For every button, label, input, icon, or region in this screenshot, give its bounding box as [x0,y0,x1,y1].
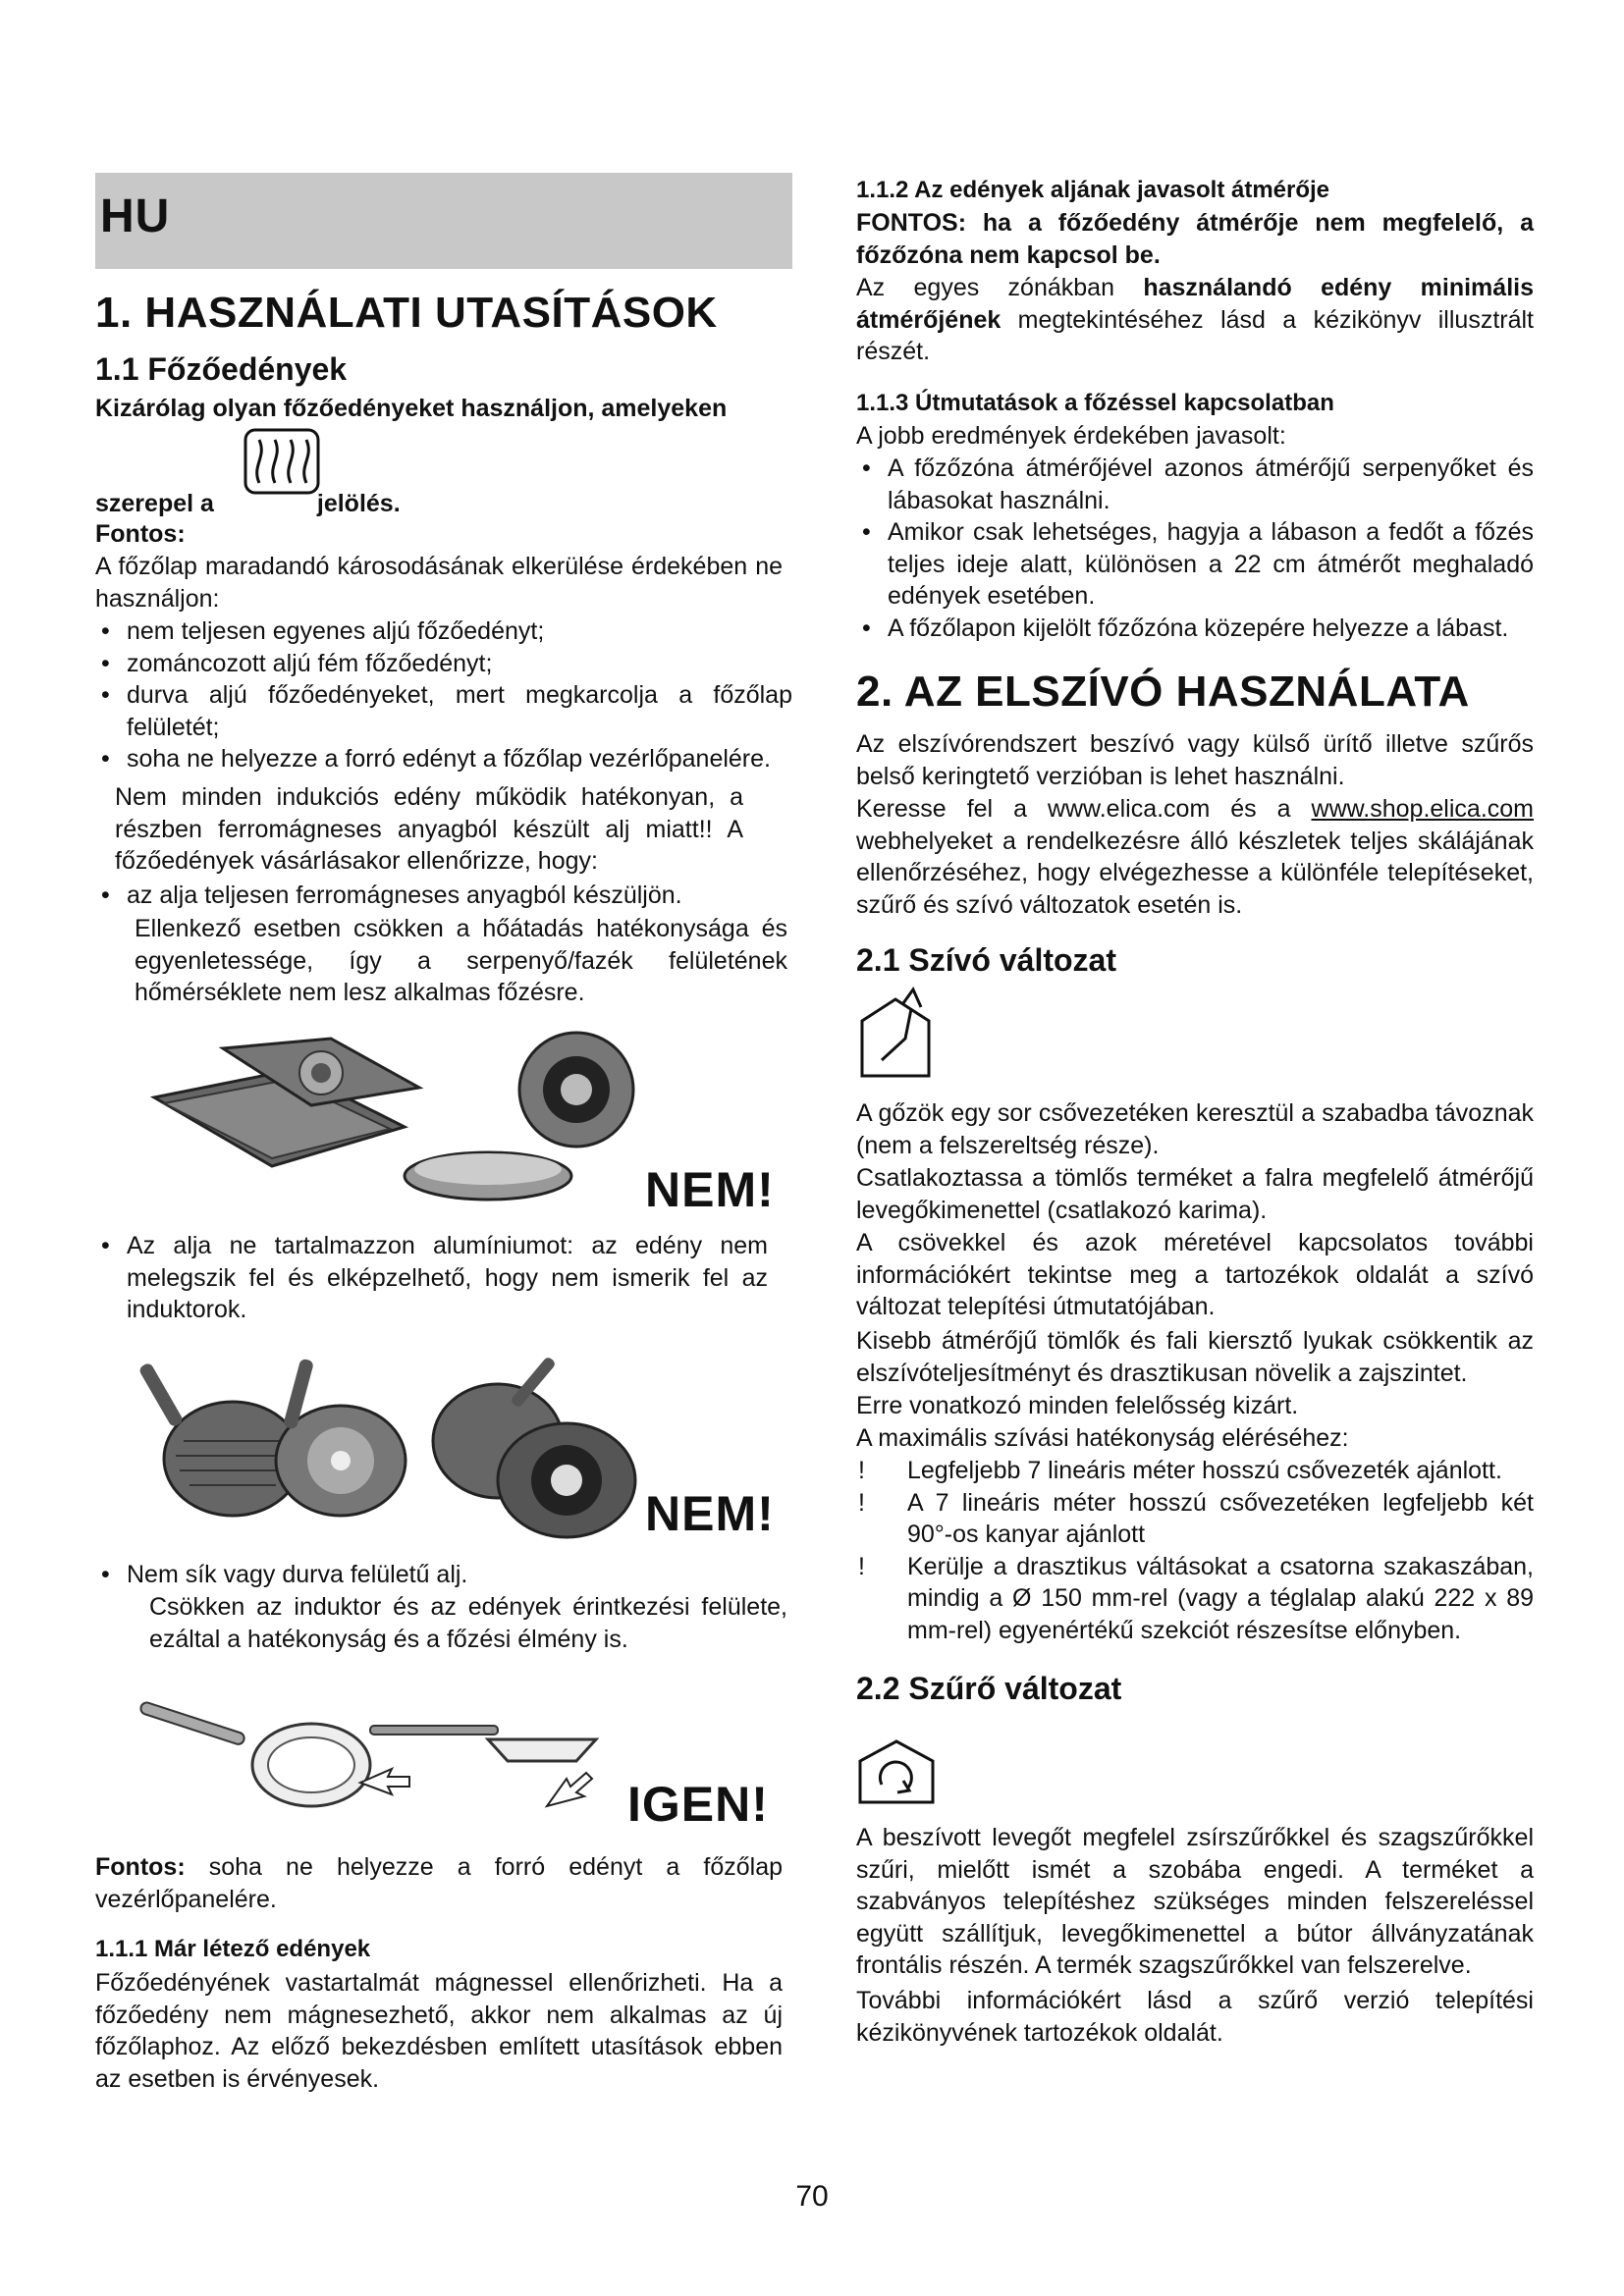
website-text-b: webhelyeket a rendelkezésre álló készletek teljes skálájának ellenőrzéséhez, hogy elvégezhesse a különféle telepítéseket, szűrő és szívó változatok esetén is. [856,827,1534,919]
ducted-exhaust-icon [856,986,939,1080]
fontos-2-label: Fontos: [95,1853,186,1881]
nem-label-1: NEM! [645,1162,775,1217]
suction-paragraph-1: A gőzök egy sor csővezetéken keresztül a szabadba távoznak (nem a felszereltség része). [856,1099,1534,1159]
intro-mark-word: jelölés. [316,490,401,517]
section-2-2-heading: 2.2 Szűrő változat [856,1671,1122,1706]
section-1-1-3-heading: 1.1.3 Útmutatások a főzéssel kapcsolatban [856,390,1334,416]
flat-bottom-note: Csökken az induktor és az edények érintkezési felülete, ezáltal a hatékonyság és a főzési élmény is. [149,1593,787,1653]
section-2-title: 2. AZ ELSZÍVÓ HASZNÁLATA [856,667,1470,716]
section-1-1-1-heading: 1.1.1 Már létező edények [95,1936,371,1962]
suction-tips-list [856,1455,1534,1646]
existing-pans-paragraph: Főzőedényének vastartalmát mágnessel ellenőrizheti. Ha a főzőedény nem mágnesezhető, akkor nem alkalmas az új főzőlaphoz. Az előző bekezdésben említett utasítások ebben az esetben is érvényesek. [95,1969,783,2093]
griddle-and-paella-pan-illustration [125,1029,675,1215]
suction-paragraph-6: A maximális szívási hatékonyság eléréséhez: [856,1424,1349,1452]
list-item: • az alja teljesen ferromágneses anyagból készüljön. [95,880,792,912]
fontos-diameter-warning: FONTOS: ha a főzőedény átmérője nem megfelelő, a főzőzóna nem kapcsol be. [856,209,1534,269]
list-item: • durva aljú főzőedényeket, mert megkarcolja a főzőlap felületét; [95,679,792,743]
warning-paragraph: A főzőlap maradandó károsodásának elkerülése érdekében ne használjon: [95,553,783,613]
website-paragraph [856,793,1534,921]
igen-label: IGEN! [627,1777,769,1832]
fontos-2-paragraph [95,1851,783,1915]
filter-recirculation-icon [856,1737,937,1806]
flat-bottom-list [95,1559,783,1591]
fontos-2-text: soha ne helyezze a forró edényt a főzőlap vezérlőpanelére. [95,1853,783,1913]
list-item: • Nem sík vagy durva felületű alj. [95,1559,783,1591]
tips-intro: A jobb eredmények érdekében javasolt: [856,422,1286,450]
intro-bold-part: szerepel a [95,490,214,517]
main-title: 1. HASZNÁLATI UTASÍTÁSOK [95,289,718,337]
correct-pan-illustration [135,1688,684,1816]
aluminium-list [95,1230,768,1326]
warning-list [95,615,792,775]
intro-bold-line: Kizárólag olyan főzőedényeket használjon, amelyeken [95,395,728,422]
shop-link[interactable]: www.shop.elica.com [1311,795,1534,823]
filter-more-info: További információkért lásd a szűrő verzió telepítési kézikönyvének tartozékok oldalát. [856,1987,1534,2047]
diameter-text-a: Az egyes zónákban [856,274,1144,301]
page-number: 70 [795,2180,829,2213]
list-item: • Az alja ne tartalmazzon alumíniumot: az edény nem melegszik fel és elképzelhető, hogy nem ismerik fel az induktorok. [95,1230,768,1326]
language-header-bar [95,173,792,269]
nem-label-2: NEM! [645,1486,775,1541]
fontos-label: Fontos: [95,520,186,548]
ferro-note: Ellenkező esetben csökken a hőátadás hatékonysága és egyenletessége, így a serpenyő/fazék felületének hőmérséklete nem lesz alkalmas főzésre. [135,915,787,1006]
grill-pans-illustration [135,1353,684,1539]
diameter-text-bold: használandó edény minimális átmérőjének [856,274,1534,334]
intro-bold-line-2 [95,488,401,520]
suction-paragraph-2: Csatlakoztassa a tömlős terméket a falra megfelelő átmérőjű levegőkimenettel (csatlakozó karima). [856,1164,1534,1224]
section-1-1-heading: 1.1 Főzőedények [95,351,348,387]
induction-symbol-icon [242,426,322,497]
website-text-a: Keresse fel a www.elica.com és a [856,795,1312,823]
list-item: • A főzőlapon kijelölt főzőzóna közepére helyezze a lábast. [856,613,1534,645]
filter-paragraph: A beszívott levegőt megfelel zsírszűrőkkel és szagszűrőkkel szűri, mielőtt ismét a szobába engedi. A terméket a szabványos telepítéshez szükséges minden felszereléssel együtt szállítjuk, levegőkimenettel a bútor állványzatának frontális részén. A termék szagszűrőkkel van felszerelve. [856,1824,1534,1979]
list-item: ! Legfeljebb 7 lineáris méter hosszú csővezeték ajánlott. [856,1455,1534,1487]
language-code: HU [100,190,171,242]
diameter-paragraph [856,272,1534,368]
suction-paragraph-3: A csövekkel és azok méretével kapcsolatos további információkért tekintse meg a tartozékok oldalát a szívó változat telepítési útmutatójában. [856,1229,1534,1320]
tips-list [856,453,1534,644]
suction-paragraph-4: Kisebb átmérőjű tömlők és fali kiersztő lyukak csökkentik az elszívóteljesítményt és drasztikusan növelik a zajszintet. [856,1327,1534,1387]
list-item: ! A 7 lineáris méter hosszú csővezetéken legfeljebb két 90°-os kanyar ajánlott [856,1487,1534,1551]
list-item: • soha ne helyezze a forró edényt a főzőlap vezérlőpanelére. [95,743,792,775]
section-2-1-heading: 2.1 Szívó változat [856,942,1116,978]
list-item: • zománcozott aljú fém főzőedényt; [95,648,792,680]
list-item: • nem teljesen egyenes aljú főzőedényt; [95,615,792,648]
diameter-text-c: megtekintéséhez lásd a kézikönyv illusztrált részét. [856,305,1534,365]
hood-usage-paragraph: Az elszívórendszert beszívó vagy külső ürítő illetve szűrős belső keringtető verzióban is lehet használni. [856,730,1534,790]
induction-note: Nem minden indukciós edény működik hatékonyan, a részben ferromágneses anyagból készült alj miatt!! A főzőedények vásárlásakor ellenőrizze, hogy: [115,783,743,875]
suction-paragraph-5: Erre vonatkozó minden felelősség kizárt. [856,1392,1299,1419]
ferro-list [95,880,792,912]
list-item: • A főzőzóna átmérőjével azonos átmérőjű serpenyőket és lábasokat használni. [856,453,1534,516]
section-1-1-2-heading: 1.1.2 Az edények aljának javasolt átmérője [856,177,1330,203]
list-item: • Amikor csak lehetséges, hagyja a lábason a fedőt a főzés teljes ideje alatt, különösen a 22 cm átmérőt meghaladó edények esetében. [856,516,1534,613]
list-item: ! Kerülje a drasztikus váltásokat a csatorna szakaszában, mindig a Ø 150 mm-rel (vagy a téglalap alakú 222 x 89 mm-rel) egyenértékű szekciót részesítse előnyben. [856,1551,1534,1647]
